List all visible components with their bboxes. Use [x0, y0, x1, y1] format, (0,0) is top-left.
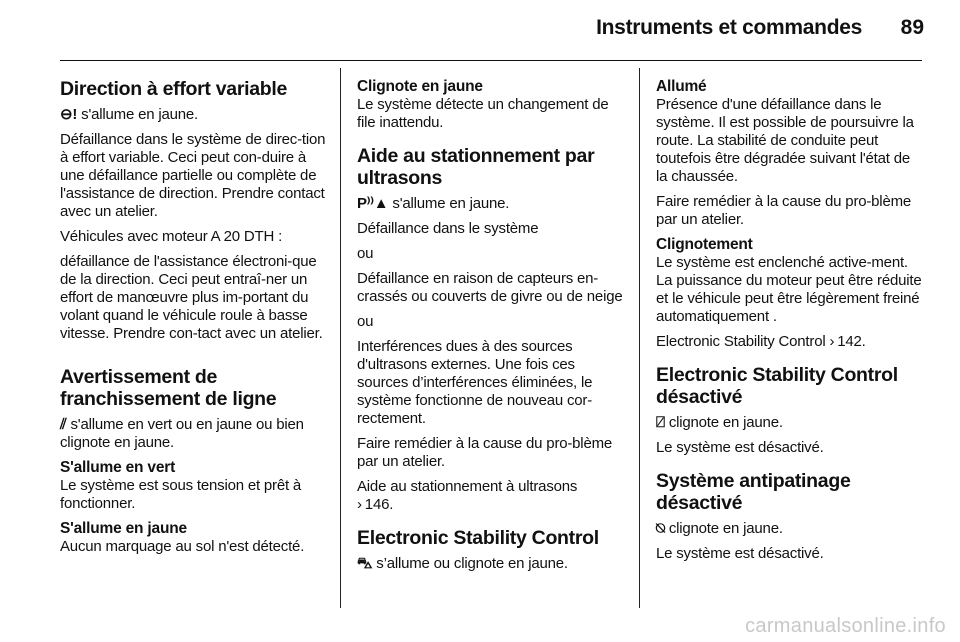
subheading-allume: Allumé — [656, 78, 707, 95]
heading-esc-off: Electronic Stability Control désactivé — [656, 364, 898, 408]
traction-off-paragraph: Le système est désactivé. — [656, 545, 824, 562]
lane-warning-line: ⫽ s'allume en vert ou en jaune ou bien clignote en jaune. — [60, 416, 304, 451]
page-header — [0, 0, 960, 62]
watermark: carmanualsonline.info — [745, 615, 946, 637]
header-rule — [60, 60, 922, 61]
parking-paragraph: Défaillance dans le système — [357, 220, 539, 237]
esc-icon: ⛍ — [357, 555, 373, 572]
heading-direction: Direction à effort variable — [60, 78, 288, 100]
parking-assist-icon: P⁾⁾▲ — [357, 195, 389, 212]
column-divider — [340, 68, 341, 608]
direction-paragraph: Défaillance dans le système de direc-tion à effort variable. Ceci peut con-duire à une défaillance partielle ou complète de l'assistance de direction. Prendre contact avec un atelier. — [60, 131, 326, 220]
subheading-yellow: S'allume en jaune — [60, 520, 187, 537]
subheading-green: S'allume en vert — [60, 459, 176, 476]
column-2 — [357, 78, 625, 580]
column-3 — [656, 78, 924, 570]
page-title: Instruments et commandes — [596, 16, 862, 39]
parking-or: ou — [357, 313, 374, 330]
page-number: 89 — [900, 16, 924, 39]
parking-or: ou — [357, 245, 374, 262]
esc-warning-line: ⛍ s’allume ou clignote en jaune. — [357, 555, 568, 572]
parking-reference: Aide au stationnement à ultrasons › 146. — [357, 478, 578, 513]
page-reference-link[interactable]: 146. — [364, 496, 394, 513]
heading-traction-off: Système antipatinage désactivé — [656, 470, 851, 514]
yellow-paragraph: Aucun marquage au sol n'est détecté. — [60, 538, 305, 555]
allume-paragraph: Faire remédier à la cause du pro-blème par un atelier. — [656, 193, 912, 228]
page-ref-arrow-icon: › — [829, 333, 835, 350]
heading-esc: Electronic Stability Control — [357, 527, 599, 549]
esc-off-paragraph: Le système est désactivé. — [656, 439, 824, 456]
traction-control-off-icon: ⍉ — [656, 520, 665, 537]
steering-warning-icon: ⊖! — [60, 106, 78, 123]
parking-warning-line: P⁾⁾▲ s'allume en jaune. — [357, 195, 510, 212]
subheading-clignotement: Clignotement — [656, 236, 753, 253]
heading-parking: Aide au stationnement par ultrasons — [357, 145, 595, 189]
green-paragraph: Le système est sous tension et prêt à fonctionner. — [60, 477, 302, 512]
page-ref-arrow-icon: › — [357, 496, 362, 513]
lane-departure-icon: ⫽ — [60, 416, 67, 433]
page-reference-link[interactable]: 142. — [837, 333, 866, 350]
direction-paragraph: Véhicules avec moteur A 20 DTH : — [60, 228, 283, 245]
parking-paragraph: Faire remédier à la cause du pro-blème par un atelier. — [357, 435, 613, 470]
parking-paragraph: Défaillance en raison de capteurs en-crassés ou couverts de givre ou de neige — [357, 270, 623, 305]
column-1 — [60, 78, 328, 563]
subheading-blink: Clignote en jaune — [357, 78, 483, 95]
clignotement-paragraph: Le système est enclenché active-ment. La puissance du moteur peut être réduite et le véhicule peut être légèrement freiné automatiquement . — [656, 254, 922, 325]
esc-off-line: ⍁ clignote en jaune. — [656, 414, 783, 431]
parking-paragraph: Interférences dues à des sources d'ultrasons externes. Une fois ces sources d’interférences éliminées, le système fonctionne de nouveau cor-rectement. — [357, 338, 593, 427]
direction-paragraph: défaillance de l'assistance électroni-que de la direction. Ceci peut entraî-ner un effort de manœuvre plus im-portant du volant quand le véhicule roule à basse vitesse. Prendre con-tact avec un atelier. — [60, 253, 323, 342]
allume-paragraph: Présence d'une défaillance dans le système. Il est possible de poursuivre la route. La stabilité de conduite peut toutefois être dégradée suivant l'état de la chaussée. — [656, 96, 914, 185]
esc-reference: Electronic Stability Control › 142. — [656, 333, 866, 350]
traction-off-line: ⍉ clignote en jaune. — [656, 520, 783, 537]
column-divider — [639, 68, 640, 608]
blink-paragraph: Le système détecte un changement de file inattendu. — [357, 96, 609, 131]
heading-lane-warning: Avertissement de franchissement de ligne — [60, 366, 277, 410]
direction-warning-line: ⊖! s'allume en jaune. — [60, 106, 199, 123]
esc-off-icon: ⍁ — [656, 414, 665, 431]
